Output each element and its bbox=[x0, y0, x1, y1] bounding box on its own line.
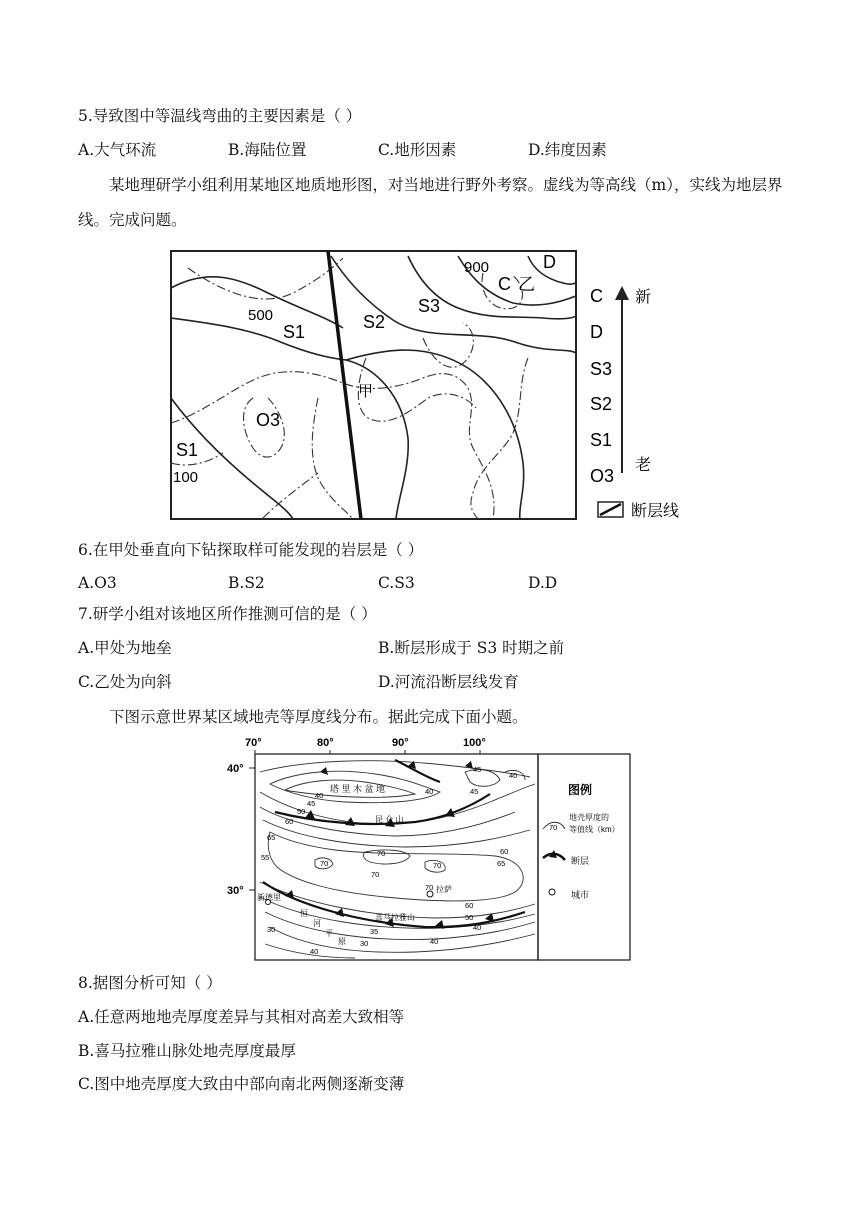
lon-label-90: 90° bbox=[392, 737, 409, 749]
question-5-stem: 5.导致图中等温线弯曲的主要因素是（ ） bbox=[78, 107, 362, 125]
stratum-label-s1-bottom: S1 bbox=[176, 440, 199, 460]
q6-option-c: C.S3 bbox=[378, 574, 415, 592]
contour-label-900: 900 bbox=[464, 259, 490, 276]
place-himalaya: 喜马拉雅山 bbox=[375, 913, 415, 922]
value-40-f: 40 bbox=[425, 787, 434, 796]
q5-option-c: C.地形因素 bbox=[378, 141, 457, 159]
value-45-b: 45 bbox=[473, 765, 482, 774]
legend-stratum-s2: S2 bbox=[590, 394, 613, 414]
legend-stratum-s1: S1 bbox=[590, 430, 613, 450]
value-45-c: 45 bbox=[470, 787, 479, 796]
contour-label-100: 100 bbox=[173, 469, 199, 486]
q5-option-b: B.海陆位置 bbox=[228, 141, 307, 159]
legend-stratum-s3: S3 bbox=[590, 359, 613, 379]
place-lhasa: 拉萨 bbox=[436, 885, 452, 894]
value-40-b: 40 bbox=[473, 923, 482, 932]
place-kunlun: 昆 仑 山 bbox=[375, 815, 404, 824]
question-8-stem: 8.据图分析可知（ ） bbox=[78, 974, 222, 992]
map-frame bbox=[171, 251, 576, 519]
lon-label-80: 80° bbox=[317, 737, 334, 749]
point-label-yi: 乙 bbox=[518, 275, 535, 294]
value-70-a: 70 bbox=[377, 849, 386, 858]
up-arrow-icon bbox=[615, 286, 629, 300]
value-45-a: 45 bbox=[307, 799, 316, 808]
legend-contour-value: 70 bbox=[549, 823, 558, 832]
point-label-jia: 甲 bbox=[358, 383, 374, 400]
q8-option-b: B.喜马拉雅山脉处地壳厚度最厚 bbox=[78, 1042, 296, 1060]
q5-option-d: D.纬度因素 bbox=[528, 141, 607, 159]
value-55-a: 55 bbox=[261, 853, 270, 862]
value-65-a: 65 bbox=[267, 833, 276, 842]
legend-contour-label-1: 地壳厚度的 bbox=[569, 813, 609, 822]
stratum-label-c: C bbox=[498, 274, 511, 294]
value-60-c: 60 bbox=[465, 901, 474, 910]
contour-label-500: 500 bbox=[248, 307, 274, 324]
lon-label-70: 70° bbox=[245, 737, 262, 749]
value-70-c: 70 bbox=[320, 859, 329, 868]
stratum-label-o3: O3 bbox=[256, 410, 281, 430]
value-40-d: 40 bbox=[310, 947, 319, 956]
q6-option-a: A.O3 bbox=[78, 574, 117, 592]
place-heng: 恒 bbox=[300, 909, 308, 918]
value-40-a: 40 bbox=[315, 791, 324, 800]
value-50-b: 50 bbox=[465, 913, 474, 922]
stratum-label-s1-top: S1 bbox=[283, 322, 306, 342]
lat-label-40: 40° bbox=[227, 763, 244, 775]
q7-option-b: B.断层形成于 S3 时期之前 bbox=[378, 639, 565, 657]
legend-fault-label: 断层 bbox=[571, 856, 590, 866]
legend-stratum-o3: O3 bbox=[590, 466, 615, 486]
place-ping: 平 bbox=[325, 929, 333, 938]
value-65-b: 65 bbox=[497, 859, 506, 868]
legend-stratum-d: D bbox=[590, 322, 603, 342]
crust-thickness-map-figure bbox=[225, 732, 635, 964]
q6-option-b: B.S2 bbox=[228, 574, 265, 592]
q5-option-a: A.大气环流 bbox=[78, 141, 157, 159]
stratum-label-s2: S2 bbox=[363, 312, 386, 332]
arrow-label-new: 新 bbox=[635, 289, 652, 306]
stratum-boundaries bbox=[171, 256, 576, 519]
legend-city-marker bbox=[549, 889, 555, 895]
arrow-label-old: 老 bbox=[635, 457, 652, 474]
crust-contours bbox=[260, 761, 535, 958]
value-35-a: 35 bbox=[370, 927, 379, 936]
intro-geology-paragraph: 某地理研学小组利用某地区地质地形图，对当地进行野外考察。虚线为等高线（m），实线为地层界线。完成问题。 bbox=[78, 176, 783, 229]
q8-option-c: C.图中地壳厚度大致由中部向南北两侧逐渐变薄 bbox=[78, 1075, 405, 1093]
legend-title: 图例 bbox=[568, 783, 593, 797]
question-6-stem: 6.在甲处垂直向下钻探取样可能发现的岩层是（ ） bbox=[78, 541, 424, 559]
place-he: 河 bbox=[313, 919, 321, 928]
fault-line bbox=[328, 251, 361, 519]
value-40-c: 40 bbox=[430, 937, 439, 946]
question-7-stem: 7.研学小组对该地区所作推测可信的是（ ） bbox=[78, 605, 377, 623]
value-70-b: 70 bbox=[371, 870, 380, 879]
fault-legend-label: 断层线 bbox=[631, 503, 680, 520]
place-tarim-basin: 塔 里 木 盆 地 bbox=[330, 784, 386, 794]
legend-city-label: 城市 bbox=[571, 890, 590, 900]
q6-option-d: D.D bbox=[528, 574, 558, 592]
value-30-a: 30 bbox=[360, 939, 369, 948]
value-70-e: 70 bbox=[425, 883, 434, 892]
value-30-b: 30 bbox=[267, 925, 276, 934]
fault-legend-icon bbox=[600, 504, 621, 515]
value-60-a: 60 bbox=[285, 817, 294, 826]
geologic-map-figure bbox=[168, 248, 698, 524]
value-60-b: 60 bbox=[500, 847, 509, 856]
legend-contour-label-2: 等值线（km） bbox=[569, 825, 620, 834]
value-40-e: 40 bbox=[509, 771, 518, 780]
q7-option-d: D.河流沿断层线发育 bbox=[378, 673, 519, 691]
value-70-d: 70 bbox=[433, 861, 442, 870]
intro-crust-paragraph: 下图示意世界某区域地壳等厚度线分布。据此完成下面小题。 bbox=[109, 708, 528, 726]
lat-label-30: 30° bbox=[227, 885, 244, 897]
contour-lines bbox=[171, 258, 528, 519]
stratum-label-s3: S3 bbox=[418, 296, 441, 316]
place-new-delhi: 新德里 bbox=[257, 893, 281, 902]
stratum-label-d: D bbox=[543, 252, 556, 272]
q7-option-a: A.甲处为地垒 bbox=[78, 639, 172, 657]
lon-label-100: 100° bbox=[463, 737, 486, 749]
legend-stratum-c: C bbox=[590, 286, 603, 306]
q8-option-a: A.任意两地地壳厚度差异与其相对高差大致相等 bbox=[78, 1008, 405, 1026]
place-yuan: 原 bbox=[338, 937, 346, 946]
q7-option-c: C.乙处为向斜 bbox=[78, 673, 172, 691]
value-50-a: 50 bbox=[297, 807, 306, 816]
